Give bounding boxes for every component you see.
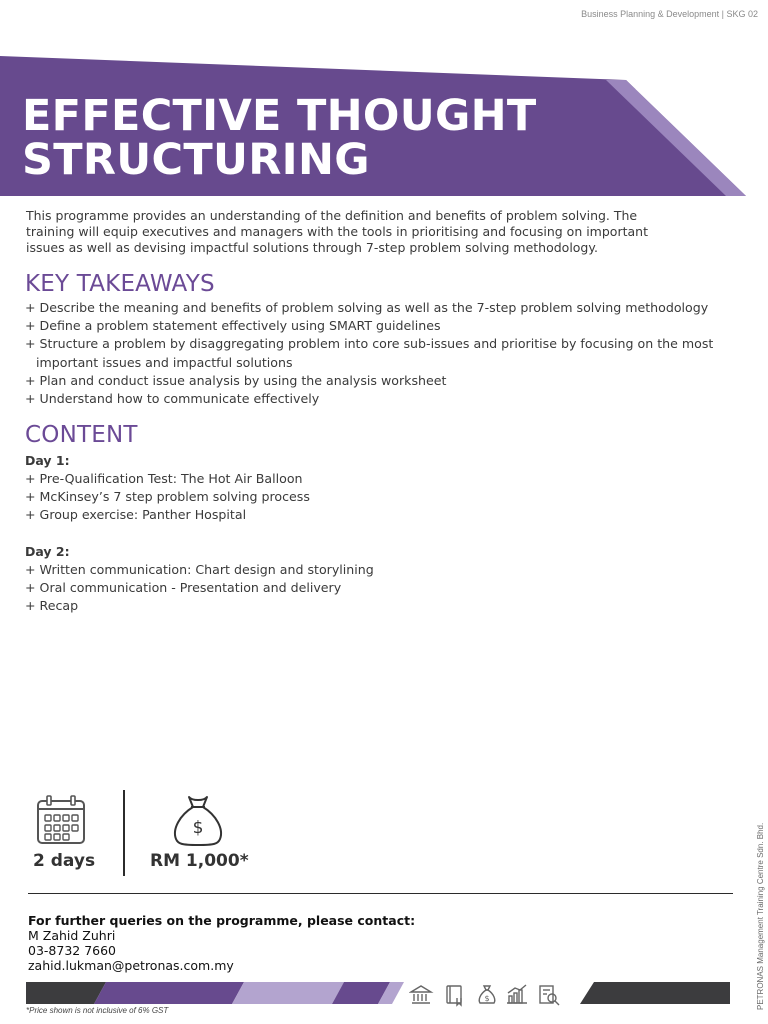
- list-item: + McKinsey’s 7 step problem solving process: [25, 489, 310, 505]
- contact-block: [28, 913, 415, 973]
- bank-icon: [411, 986, 431, 1003]
- money-bag-icon: [170, 793, 226, 847]
- contact-name: M Zahid Zuhri: [28, 928, 116, 943]
- search-report-icon: [540, 986, 559, 1005]
- duration-label: 2 days: [33, 851, 96, 871]
- svg-text:$: $: [484, 994, 490, 1003]
- header-tag: Business Planning & Development | SKG 02: [581, 9, 758, 19]
- list-item: + Define a problem statement effectively using SMART guidelines: [25, 318, 441, 334]
- spacer: [25, 525, 740, 543]
- money-bag-small-icon: [479, 986, 495, 1003]
- price-label: RM 1,000*: [150, 851, 249, 871]
- list-item: + Recap: [25, 598, 79, 614]
- contact-title: For further queries on the programme, please contact:: [28, 913, 416, 928]
- title-banner: [0, 0, 768, 210]
- price-footnote: *Price shown is not inclusive of 6% GST: [26, 1006, 169, 1015]
- footer-color-bar: [26, 982, 730, 1004]
- list-item: + Group exercise: Panther Hospital: [25, 507, 247, 523]
- day-2-label: Day 2:: [25, 543, 70, 559]
- contact-phone: 03-8732 7660: [28, 943, 117, 958]
- calendar-icon: [36, 794, 86, 846]
- key-takeaways-list: [25, 299, 740, 408]
- contact-email[interactable]: zahid.lukman@petronas.com.my: [28, 958, 234, 973]
- list-item: + Oral communication - Presentation and delivery: [25, 579, 342, 595]
- list-item: + Understand how to communicate effectively: [25, 391, 320, 407]
- info-divider: [123, 790, 125, 876]
- divider-line: [28, 893, 733, 894]
- page-title-line-2: STRUCTURING: [22, 135, 370, 185]
- list-item: + Pre-Qualification Test: The Hot Air Balloon: [25, 471, 303, 486]
- list-item: + Written communication: Chart design and storylining: [25, 561, 374, 577]
- day-1-label: Day 1:: [25, 453, 70, 468]
- content-heading: CONTENT: [25, 422, 138, 448]
- company-vertical-text: PETRONAS Management Training Centre Sdn. Bhd.: [756, 822, 765, 1010]
- book-icon: [447, 986, 461, 1005]
- key-takeaways-heading: KEY TAKEAWAYS: [25, 271, 215, 297]
- list-item: + Structure a problem by disaggregating problem into core sub-issues and prioritise by focusing on the most important issues and impactful solutions: [25, 336, 714, 370]
- list-item: + Plan and conduct issue analysis by using the analysis worksheet: [25, 372, 447, 388]
- page-title: [22, 91, 537, 185]
- intro-paragraph: This programme provides an understanding of the definition and benefits of problem solving. The training will equip executives and managers with the tools in prioritising and focusing on important issues as well as devising impactful solutions through 7-step problem solving methodology.: [26, 208, 648, 255]
- content-list: [25, 452, 740, 615]
- list-item: + Describe the meaning and benefits of problem solving as well as the 7-step problem solving methodology: [25, 300, 709, 315]
- bar-chart-icon: [507, 985, 527, 1003]
- svg-text:$: $: [192, 818, 204, 838]
- page-title-line-1: EFFECTIVE THOUGHT: [22, 91, 537, 141]
- footer-icons: [409, 983, 569, 1007]
